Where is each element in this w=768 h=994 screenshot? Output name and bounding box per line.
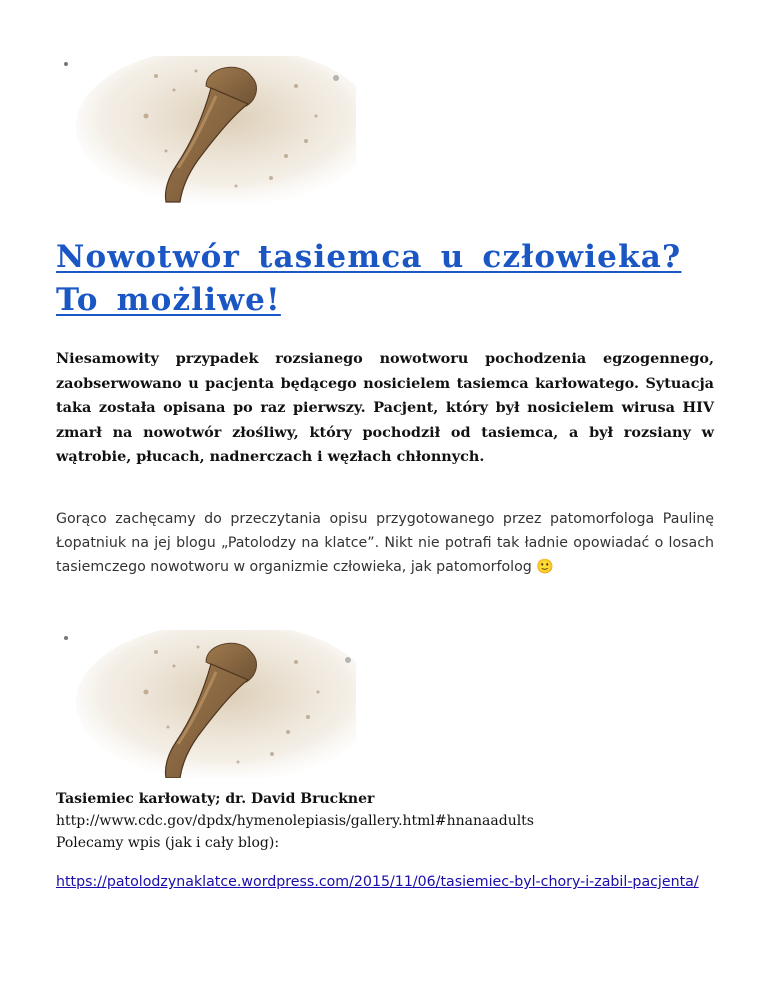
tapeworm-image-bottom <box>56 630 356 778</box>
article-body: Gorąco zachęcamy do przeczytania opisu przygotowanego przez patomorfologa Paulinę Łopatniuk na jej blogu „Patolodzy na klatce”. Nikt nie potrafi tak ładnie opowiadać o losach tasiemczego nowotworu w organizmie człowieka, jak patomorfolog 🙂 <box>56 511 714 575</box>
article-lead: Niesamowity przypadek rozsianego nowotworu pochodzenia egzogennego, zaobserwowano u pacjenta będącego nosicielem tasiemca karłowatego. Sytuacja taka została opisana po raz pierwszy. Pacjent, który był nosicielem wirusa HIV zmarł na nowotwór złośliwy, który pochodził od tasiemca, a był rozsiany w wątrobie, płucach, nadnerczach i węzłach chłonnych. <box>56 350 714 466</box>
image-caption <box>56 788 714 854</box>
article-title-link[interactable]: Nowotwór tasiemca u człowieka? To możliwe! <box>56 239 682 318</box>
tapeworm-image-top <box>56 56 356 204</box>
caption-source: http://www.cdc.gov/dpdx/hymenolepiasis/gallery.html#hnanaadults <box>56 813 534 829</box>
blog-post-link[interactable]: https://patolodzynaklatce.wordpress.com/2015/11/06/tasiemiec-byl-chory-i-zabil-pacjenta/ <box>56 874 699 890</box>
caption-title: Tasiemiec karłowaty; dr. David Bruckner <box>56 791 375 807</box>
tapeworm-micrograph-icon <box>56 56 356 204</box>
caption-recommend: Polecamy wpis (jak i cały blog): <box>56 835 280 851</box>
tapeworm-micrograph-icon <box>56 630 356 778</box>
